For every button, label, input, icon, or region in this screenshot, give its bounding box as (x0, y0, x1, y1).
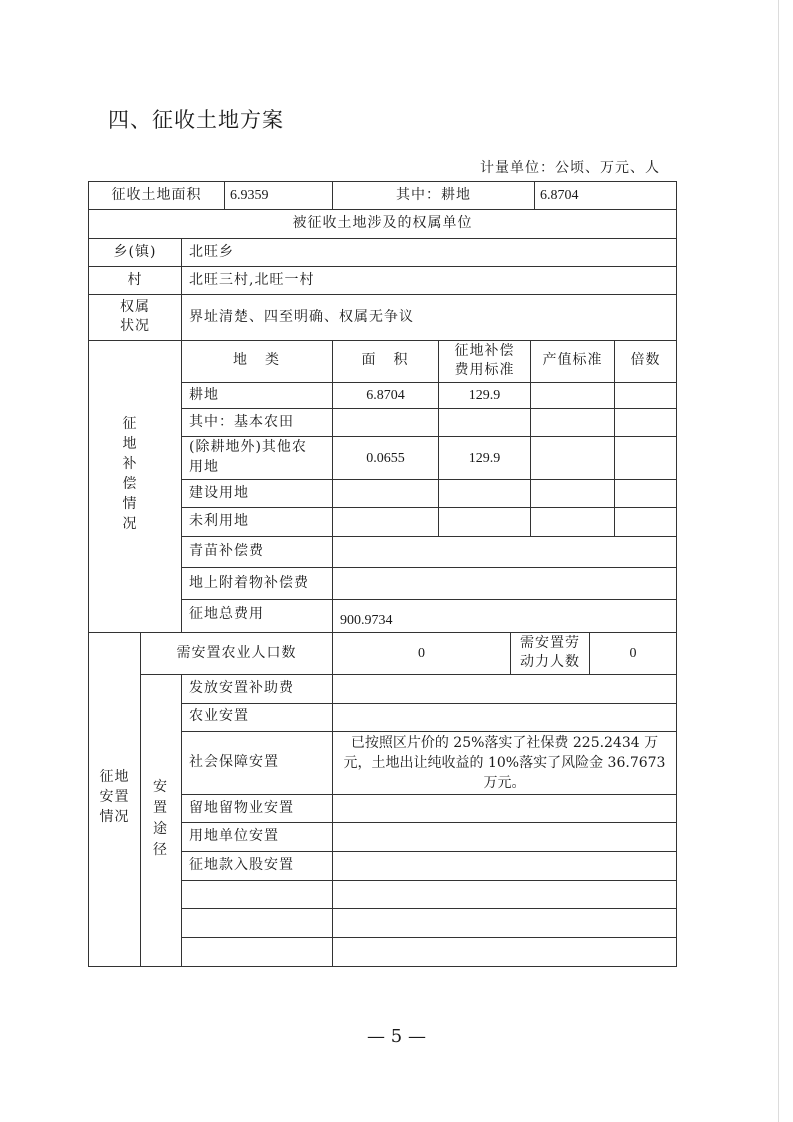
labor-value: 0 (629, 646, 637, 661)
table-rule (88, 266, 676, 267)
table-rule (181, 937, 676, 938)
unit-note: 计量单位：公顷、万元、人 (480, 160, 660, 176)
table-rule (140, 674, 676, 675)
table-rule (181, 794, 676, 795)
area-value: 6.9359 (230, 188, 269, 203)
header-multiple: 倍数 (630, 352, 661, 368)
table-rule (181, 408, 676, 409)
social-security-note: 已按照区片价的 25%落实了社保费 225.2434 万 (350, 735, 659, 751)
table-rule (181, 731, 676, 732)
header-output-standard: 产值标准 (542, 352, 603, 368)
labor-label: 需安置劳 (520, 635, 580, 651)
compensation-side-label: 征地补偿情况 (122, 416, 138, 532)
ownership-value: 界址清楚、四至明确、权属无争议 (189, 309, 414, 325)
row-attachments-fee-label: 地上附着物补偿费 (189, 575, 309, 591)
row-other-farm-label: 用地 (189, 459, 219, 475)
row-construction-label: 建设用地 (189, 485, 249, 501)
resettlement-side-label: 情况 (99, 809, 130, 825)
page-number: — 5 — (367, 1026, 426, 1047)
farm-pop-label: 需安置农业人口数 (176, 645, 297, 661)
row-crops-fee-label: 青苗补偿费 (189, 543, 264, 559)
section-heading: 四、征收土地方案 (108, 108, 284, 132)
table-rule (88, 181, 676, 182)
ownership-label: 权属 (120, 299, 150, 315)
row-other-farm-label: (除耕地外)其他农 (189, 439, 307, 455)
row-cultivated-area: 6.8704 (366, 388, 405, 403)
village-value: 北旺三村,北旺一村 (189, 272, 315, 288)
table-rule (181, 703, 676, 704)
table-rule (181, 599, 676, 600)
table-rule (88, 632, 676, 633)
resettlement-side-label: 安置 (99, 789, 130, 805)
table-rule (181, 479, 676, 480)
way-social-security: 社会保障安置 (189, 754, 279, 770)
table-rule (332, 340, 333, 632)
way-equity: 征地款入股安置 (189, 857, 294, 873)
header-standard: 费用标准 (454, 362, 515, 378)
table-rule (88, 966, 676, 967)
social-security-note: 元，土地出让纯收益的 10%落实了风险金 36.7673 (343, 755, 666, 771)
page-edge-shadow (778, 0, 779, 1122)
table-rule (534, 181, 535, 209)
area-label: 征收土地面积 (111, 187, 202, 203)
header-area: 面 积 (361, 352, 410, 368)
table-rule (181, 851, 676, 852)
table-rule (181, 674, 182, 966)
table-rule (224, 181, 225, 209)
table-rule (181, 880, 676, 881)
table-rule (181, 536, 676, 537)
table-rule (181, 567, 676, 568)
table-rule (181, 507, 676, 508)
row-cultivated-standard: 129.9 (468, 388, 501, 403)
table-rule (88, 238, 676, 239)
ways-label: 安置途径 (153, 779, 167, 858)
table-rule (181, 382, 676, 383)
row-total-fee-label: 征地总费用 (189, 606, 264, 622)
social-security-note: 万元。 (483, 775, 526, 791)
table-rule (181, 908, 676, 909)
table-rule (676, 181, 677, 967)
header-standard: 征地补偿 (454, 343, 515, 359)
cultivated-value: 6.8704 (540, 188, 579, 203)
header-land-type: 地 类 (233, 352, 281, 368)
way-subsidy: 发放安置补助费 (189, 680, 294, 696)
way-reserved-land: 留地留物业安置 (189, 800, 294, 816)
table-rule (88, 294, 676, 295)
farm-pop-value: 0 (418, 646, 425, 661)
table-rule (140, 632, 141, 966)
cultivated-label: 其中：耕地 (396, 187, 471, 203)
table-rule (88, 340, 676, 341)
owner-section-title: 被征收土地涉及的权属单位 (292, 215, 473, 231)
table-rule (181, 238, 182, 632)
row-unused-label: 未利用地 (189, 513, 249, 529)
row-cultivated-label: 耕地 (189, 387, 219, 403)
row-total-fee-value: 900.9734 (340, 613, 393, 628)
township-value: 北旺乡 (189, 244, 234, 260)
row-other-farm-area: 0.0655 (366, 451, 405, 466)
ownership-label: 状况 (120, 318, 150, 334)
row-other-farm-standard: 129.9 (468, 451, 501, 466)
table-rule (332, 632, 333, 966)
way-agricultural: 农业安置 (189, 708, 249, 724)
way-employer: 用地单位安置 (189, 828, 279, 844)
table-rule (88, 209, 676, 210)
row-basic-farmland-label: 其中：基本农田 (189, 414, 294, 430)
township-label: 乡(镇) (113, 244, 157, 260)
labor-label: 动力人数 (520, 654, 580, 670)
table-rule (181, 822, 676, 823)
village-label: 村 (127, 272, 143, 288)
resettlement-side-label: 征地 (99, 769, 130, 785)
table-rule (181, 436, 676, 437)
